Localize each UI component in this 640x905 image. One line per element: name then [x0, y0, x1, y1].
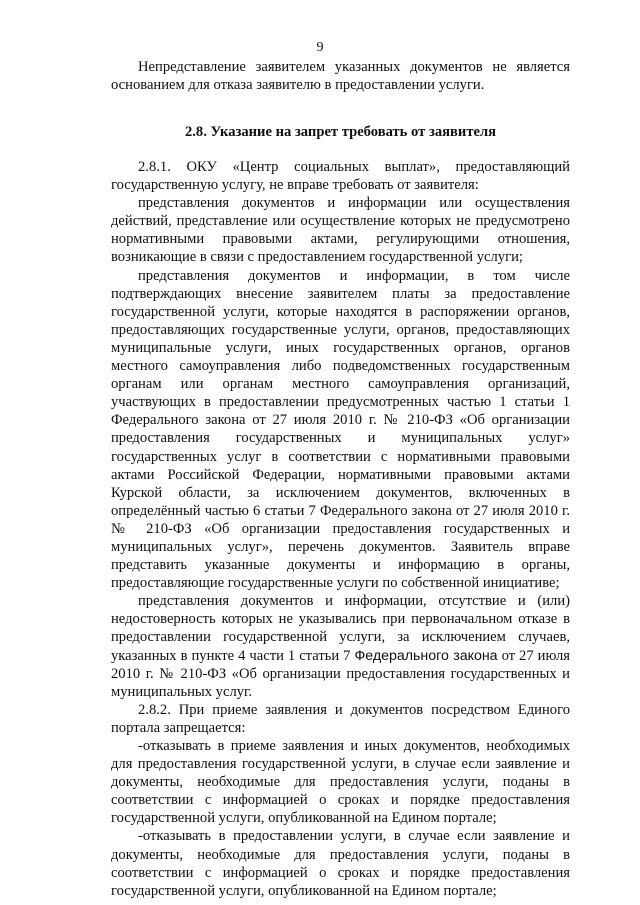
paragraph-item-2: представления документов и информации, в том числе подтверждающих внесение заявителем платы за предоставление государственной услуги, которые находятся в распоряжении органов, предоставляющих государственные услуги, органов, предоставляющих муниципальные услуги, иных государственных органов, органов местного самоуправления либо подведомственных государственным органам или органам местного самоуправления организаций, участвующих в предоставлении предусмотренных частью 1 статьи 1 Федерального закона от 27 июля 2010 г. № 210-ФЗ «Об организации предоставления государственных и муниципальных услуг» государственных услуг в соответствии с нормативными правовыми актами Российской Федерации, нормативными правовыми актами Курской области, за исключением документов, включенных в определённый частью 6 статьи 7 Федерального закона от 27 июля 2010 г. № 210-ФЗ «Об организации предоставления государственных и муниципальных услуг», перечень документов. Заявитель вправе представить указанные документы и информацию в органы, предоставляющие государственные услуги по собственной инициативе;: [111, 267, 570, 592]
page-number: 9: [316, 40, 324, 55]
paragraph-2-8-2: 2.8.2. При приеме заявления и документов посредством Единого портала запрещается:: [111, 701, 570, 736]
intro-paragraph: Непредставление заявителем указанных документов не является основанием для отказа заявителю в предоставлении услуги.: [111, 59, 570, 94]
portal-prohibition-2: -отказывать в предоставлении услуги, в случае если заявление и документы, необходимые для предоставления услуги, поданы в соответствии с информацией о сроках и порядке предоставления государственной услуги, опубликованной на Едином портале;: [111, 828, 570, 899]
paragraph-item-3-part-c: от 27 июля 2010 г. № 210-ФЗ «Об организации предоставления государственных и муниципальных услуг.: [111, 647, 570, 700]
portal-prohibition-1: -отказывать в приеме заявления и иных документов, необходимых для предоставления государственной услуги, в случае если заявление и документы, необходимые для предоставления услуги, поданы в соответствии с информацией о сроках и порядке предоставления государственной услуги, опубликованной на Едином портале;: [111, 738, 570, 827]
intro-block: [111, 58, 570, 94]
paragraph-item-1: представления документов и информации или осуществления действий, представление или осуществление которых не предусмотрено нормативными правовыми актами, регулирующими отношения, возникающие в связи с предоставлением государственной услуги;: [111, 195, 570, 266]
paragraph-item-3-part-a: представления документов и информации, отсутствие и (или) недостоверность которых не указывались при первоначальном отказе в предоставлении государственной услуги, за исключением случаев, указанных в пункте 4 части 1 статьи 7: [111, 593, 570, 664]
section-heading: 2.8. Указание на запрет требовать от заявителя: [184, 124, 497, 140]
federal-law-phrase: Федерального закона: [354, 647, 498, 664]
paragraph-item-3: [111, 592, 570, 701]
paragraph-2-8-1: 2.8.1. ОКУ «Центр социальных выплат», предоставляющий государственную услугу, не вправе требовать от заявителя:: [111, 159, 570, 194]
section-body: [111, 158, 570, 900]
